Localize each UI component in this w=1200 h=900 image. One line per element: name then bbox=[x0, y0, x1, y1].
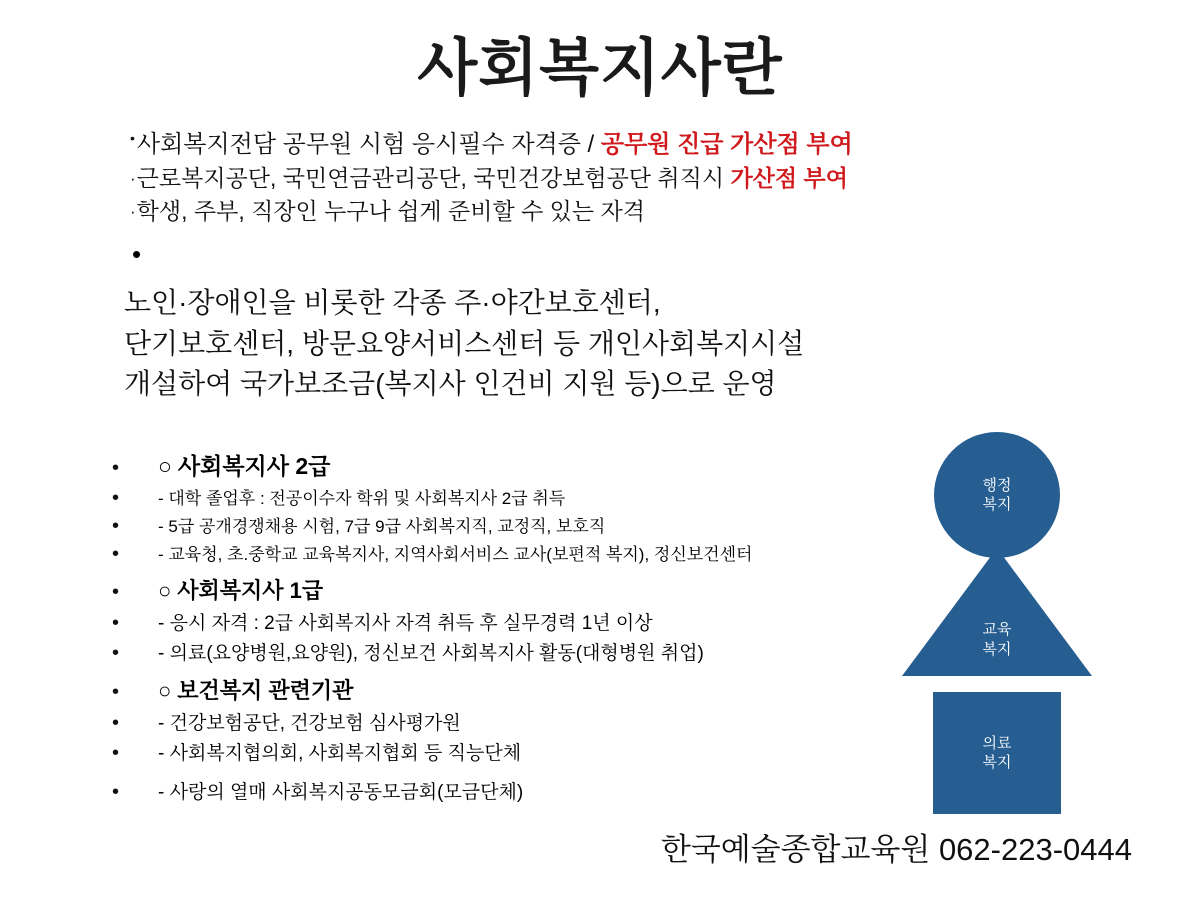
circle-label-line-1: 행정 bbox=[982, 476, 1012, 494]
list-item-text: - 의료(요양병원,요양원), 정신보건 사회복지사 활동(대형병원 취업) bbox=[158, 643, 704, 664]
intro-line-1-text: 사회복지전담 공무원 시험 응시필수 자격증 / bbox=[136, 131, 601, 158]
diagram-square-medical-welfare bbox=[933, 692, 1061, 814]
intro-line-2 bbox=[130, 162, 1030, 195]
list-bullet-icon: • bbox=[112, 457, 120, 479]
list-bullet-icon: • bbox=[112, 781, 120, 803]
list-item-text: 사회복지사 2급 bbox=[177, 453, 331, 479]
highlight-paragraph-line-3: 개설하여 국가보조금(복지사 인건비 지원 등)으로 운영 bbox=[124, 368, 777, 400]
triangle-label-line-1: 교육 bbox=[982, 621, 1012, 638]
highlight-paragraph-line-1: 노인·장애인을 비롯한 각종 주·야간보호센터, bbox=[124, 287, 661, 318]
square-label-line-1: 의료 bbox=[982, 734, 1012, 752]
list-item-text: 사회복지사 1급 bbox=[177, 578, 324, 603]
list-item bbox=[112, 638, 902, 665]
page-title: 사회복지사란 bbox=[417, 34, 783, 103]
bullet-dot-icon-2: · bbox=[130, 169, 136, 189]
footer-contact: 한국예술종합교육원 062-223-0444 bbox=[660, 832, 1132, 867]
diagram-circle-administrative-welfare bbox=[934, 432, 1060, 558]
square-shape-label bbox=[983, 734, 1012, 773]
list-bullet-icon: • bbox=[112, 543, 120, 565]
list-item-text: - 건강보험공단, 건강보험 심사평가원 bbox=[158, 713, 461, 734]
intro-line-1 bbox=[130, 128, 1030, 162]
list-item-label bbox=[158, 448, 330, 481]
list-item bbox=[112, 512, 902, 537]
highlight-paragraph-line-2: 단기보호센터, 방문요양서비스센터 등 개인사회복지시설 bbox=[124, 327, 805, 359]
list-bullet-icon: • bbox=[112, 712, 120, 734]
diagram-triangle-education-welfare bbox=[902, 548, 1092, 676]
list-item bbox=[112, 708, 902, 735]
list-item bbox=[112, 608, 902, 635]
list-item-label bbox=[158, 574, 323, 605]
intro-block bbox=[130, 128, 1030, 270]
list-item-text: - 사랑의 열매 사회복지공동모금회(모금단체) bbox=[158, 782, 524, 803]
list-item-text: - 5급 공개경쟁채용 시험, 7급 9급 사회복지직, 교정직, 보호직 bbox=[158, 517, 606, 536]
list-bullet-icon: • bbox=[112, 612, 120, 634]
list-item bbox=[112, 738, 902, 765]
triangle-label-line-2: 복지 bbox=[982, 640, 1012, 658]
intro-line-1-highlight: 공무원 진급 가산점 부여 bbox=[600, 131, 853, 158]
intro-line-2-text: 근로복지공단, 국민연금관리공단, 국민건강보험공단 취직시 bbox=[136, 165, 731, 192]
list-bullet-icon: • bbox=[112, 742, 120, 764]
list-item-heading bbox=[112, 674, 902, 705]
intro-line-2-highlight: 가산점 부여 bbox=[730, 165, 848, 192]
standalone-bullet-icon: • bbox=[132, 239, 142, 270]
list-item bbox=[112, 777, 902, 804]
list-bullet-icon: • bbox=[112, 581, 120, 603]
qualification-list bbox=[112, 448, 902, 807]
intro-line-3-text: 학생, 주부, 직장인 누구나 쉽게 준비할 수 있는 자격 bbox=[136, 197, 645, 224]
circle-shape-label bbox=[983, 476, 1012, 515]
list-item-text: 보건복지 관련기관 bbox=[177, 678, 354, 703]
list-item-heading bbox=[112, 574, 902, 605]
list-item-text: - 응시 자격 : 2급 사회복지사 자격 취득 후 실무경력 1년 이상 bbox=[158, 613, 653, 634]
list-bullet-icon: • bbox=[112, 487, 120, 509]
list-item-text: - 대학 졸업후 : 전공이수자 학위 및 사회복지사 2급 취득 bbox=[158, 489, 566, 508]
highlight-paragraph bbox=[124, 283, 1084, 405]
list-item-text: - 사회복지협의회, 사회복지협회 등 직능단체 bbox=[158, 743, 522, 764]
list-bullet-icon: • bbox=[112, 642, 120, 664]
circle-marker-icon: ○ bbox=[158, 453, 172, 479]
list-item-label bbox=[158, 674, 353, 705]
list-item-text: - 교육청, 초.중학교 교육복지사, 지역사회서비스 교사(보편적 복지), 정신보건센터 bbox=[158, 545, 753, 564]
circle-marker-icon: ○ bbox=[158, 678, 172, 703]
bullet-dot-icon-3: · bbox=[130, 201, 136, 221]
bullet-dot-icon: • bbox=[130, 130, 135, 146]
list-item-heading bbox=[112, 448, 902, 481]
triangle-shape-label bbox=[902, 620, 1092, 659]
circle-marker-icon: ○ bbox=[158, 578, 172, 603]
list-bullet-icon: • bbox=[112, 681, 120, 703]
list-bullet-icon: • bbox=[112, 515, 120, 537]
list-item bbox=[112, 484, 902, 509]
intro-line-3 bbox=[130, 195, 1030, 228]
list-item bbox=[112, 540, 902, 565]
square-label-line-2: 복지 bbox=[982, 754, 1012, 771]
circle-label-line-2: 복지 bbox=[982, 496, 1012, 513]
